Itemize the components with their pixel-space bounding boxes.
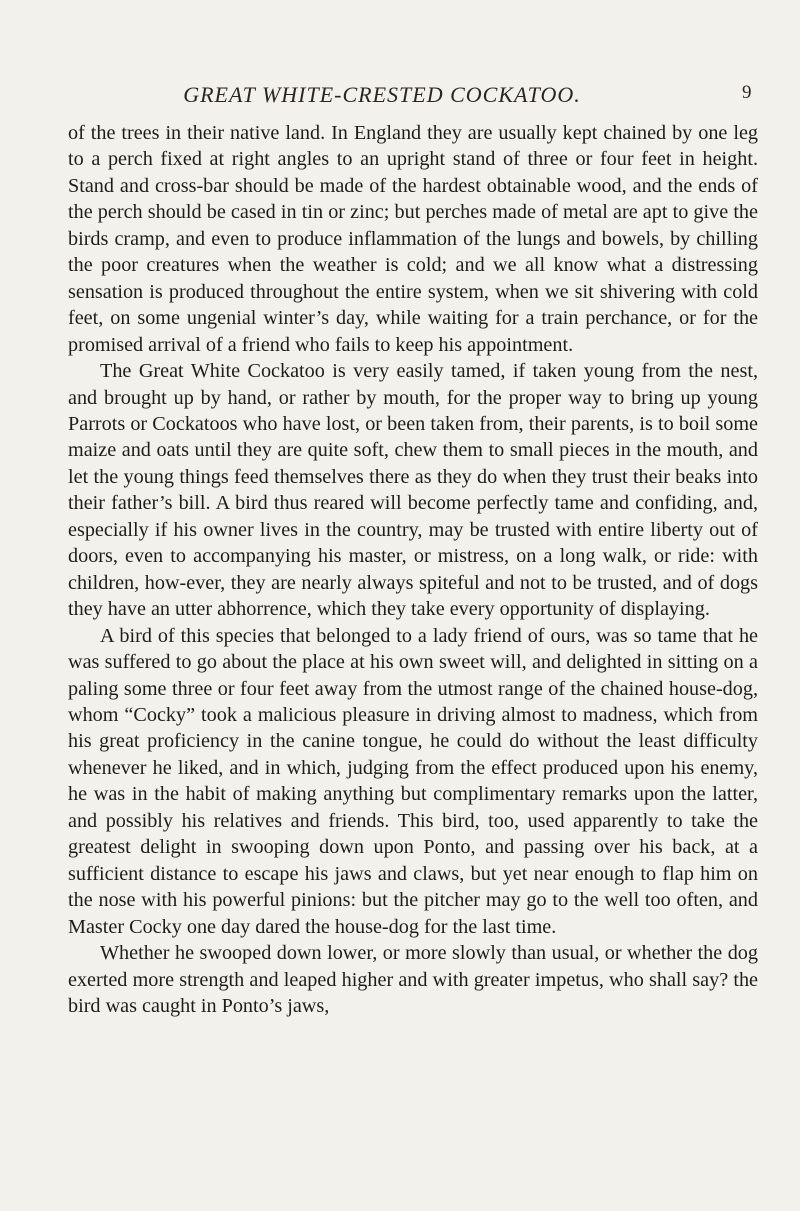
paragraph-taming: The Great White Cockatoo is very easily tamed, if taken young from the nest, and brought up by hand, or rather by mouth, for the proper way to bring up young Parrots or Cockatoos who have lost, or been taken from, their parents, is to boil some maize and oats until they are quite soft, chew them to small pieces in the mouth, and let the young things feed themselves there as they do when they trust their beaks into their father’s bill. A bird thus reared will become perfectly tame and confiding, and, especially if his owner lives in the country, may be trusted with entire liberty out of doors, even to accompanying his master, or mistress, on a long walk, or ride: with children, how-ever, they are nearly always spiteful and not to be trusted, and of dogs they have an utter abhorrence, which they take every opportunity of displaying. [68,360,758,621]
paragraph-cocky-anecdote: A bird of this species that belonged to a lady friend of ours, was so tame that he was suffered to go about the place at his own sweet will, and delighted in sitting on a paling some three or four feet away from the utmost range of the chained house-dog, whom “Cocky” took a malicious pleasure in driving almost to madness, which from his great proficiency in the canine tongue, he could do without the least difficulty whenever he liked, and in which, judging from the effect produced upon his enemy, he was in the habit of making anything but complimentary remarks upon the latter, and possibly his relatives and friends. This bird, too, used apparently to take the greatest delight in swooping down upon Ponto, and passing over his back, at a sufficient distance to escape his jaws and claws, but yet near enough to flap him on the nose with his powerful pinions: but the pitcher may go to the well too often, and Master Cocky one day dared the house-dog for the last time. [68,624,758,938]
page-number: 9 [742,82,752,103]
body-text [68,120,758,1019]
running-head: GREAT WHITE-CRESTED COCKATOO. [183,82,581,107]
paragraph-whether: Whether he swooped down lower, or more slowly than usual, or whether the dog exerted more strength and leaped higher and with greater impetus, who shall say? the bird was caught in Ponto’s jaws, [68,942,758,1017]
paragraph-continued: of the trees in their native land. In England they are usually kept chained by one leg to a perch fixed at right angles to an upright stand of three or four feet in height. Stand and cross-bar should be made of the hardest obtainable wood, and the ends of the perch should be cased in tin or zinc; but perches made of metal are apt to give the birds cramp, and even to produce inflammation of the lungs and bowels, by chilling the poor creatures when the weather is cold; and we all know what a distressing sensation is produced throughout the entire system, when we sit shivering with cold feet, on some ungenial winter’s day, while waiting for a train perchance, or for the promised arrival of a friend who fails to keep his appointment. [68,122,758,356]
